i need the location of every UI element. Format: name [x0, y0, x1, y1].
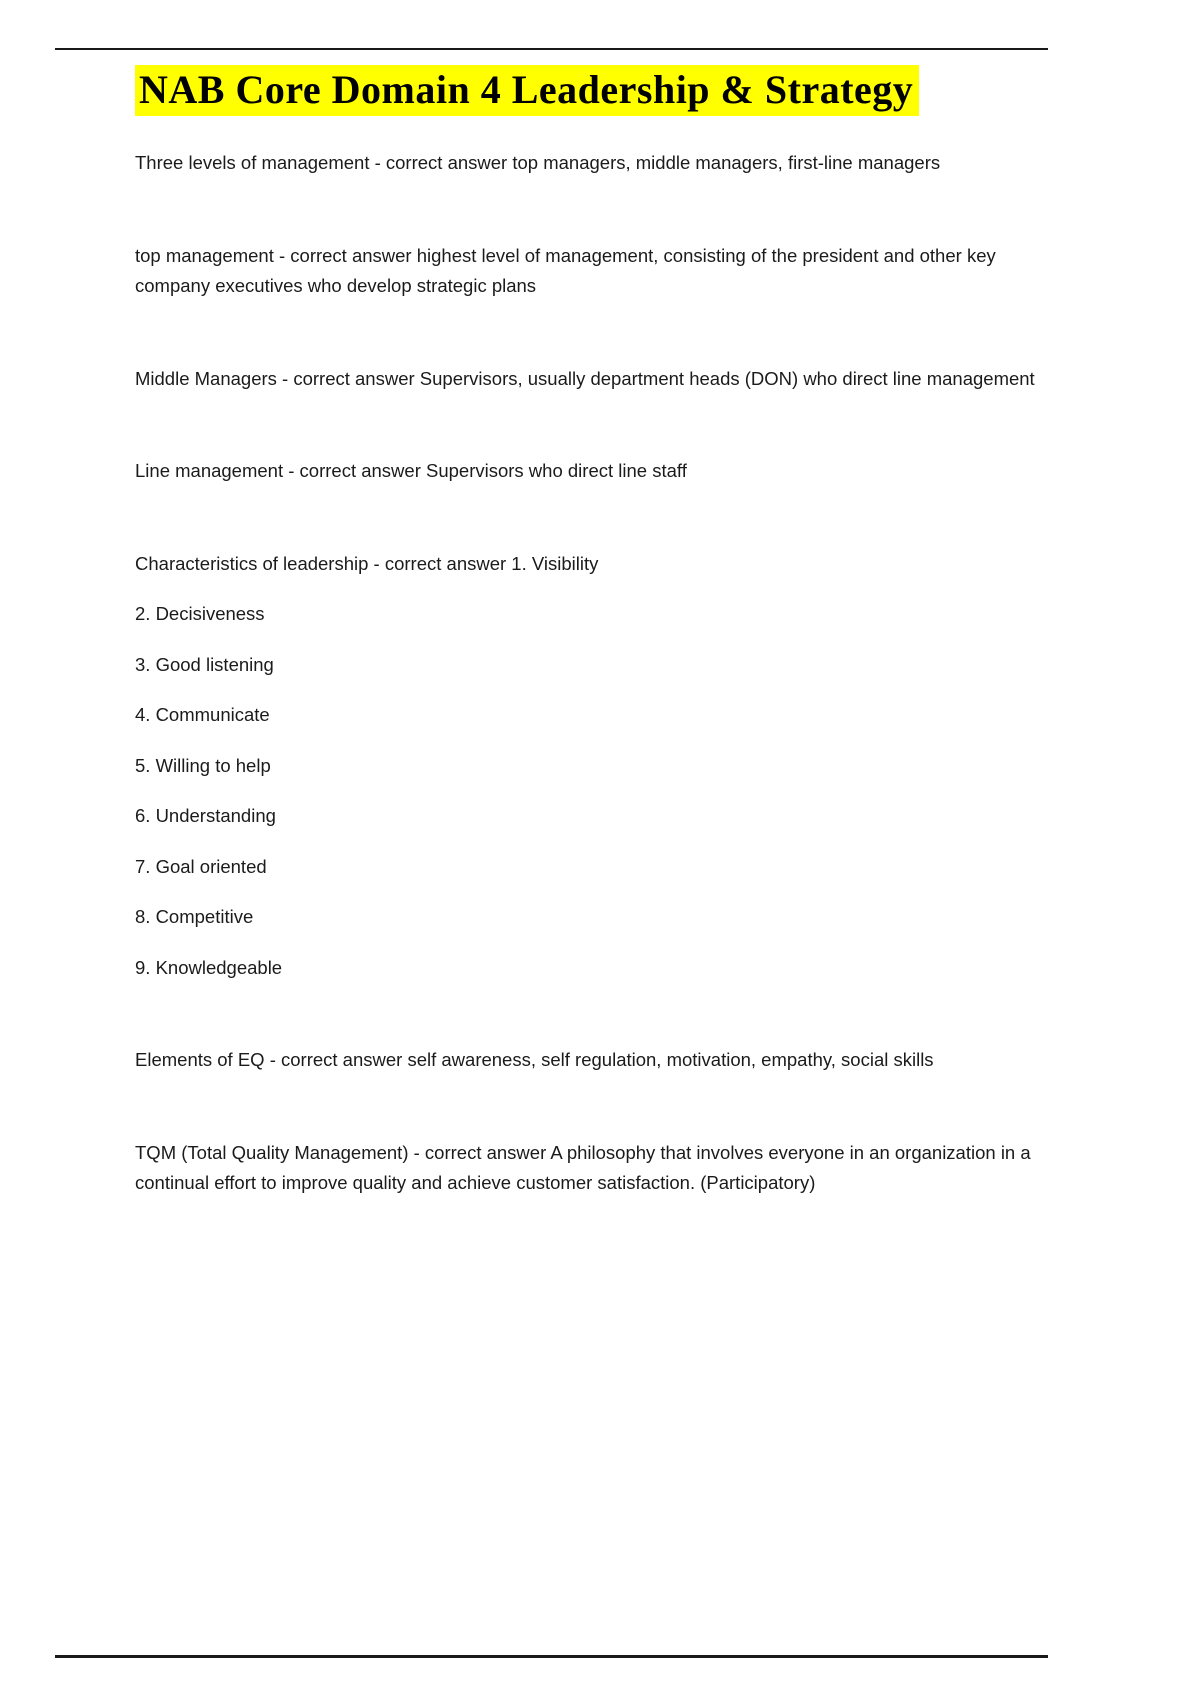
- top-horizontal-rule: [55, 48, 1048, 50]
- list-line: 3. Good listening: [135, 653, 274, 675]
- qa-paragraph: Elements of EQ - correct answer self awareness, self regulation, motivation, empathy, social skills: [135, 1049, 934, 1071]
- list-line: 5. Willing to help: [135, 754, 271, 776]
- qa-paragraph: Middle Managers - correct answer Supervisors, usually department heads (DON) who direct line management: [135, 367, 1035, 389]
- list-line: 8. Competitive: [135, 906, 254, 928]
- document-content: [135, 66, 1070, 1199]
- list-line: 2. Decisiveness: [135, 603, 265, 625]
- list-line: 6. Understanding: [135, 805, 276, 827]
- list-line: 7. Goal oriented: [135, 855, 267, 877]
- list-line: 4. Communicate: [135, 704, 270, 726]
- bottom-horizontal-rule: [55, 1655, 1048, 1658]
- qa-paragraph: top management - correct answer highest level of management, consisting of the president and other key company executives who develop strategic plans: [135, 244, 996, 297]
- qa-paragraph: TQM (Total Quality Management) - correct answer A philosophy that involves everyone in an organization in a continual effort to improve quality and achieve customer satisfaction. (Participatory): [135, 1141, 1031, 1194]
- page-title: [135, 66, 1070, 114]
- list-line: 9. Knowledgeable: [135, 956, 283, 978]
- qa-paragraph: Characteristics of leadership - correct answer 1. Visibility: [135, 552, 599, 574]
- highlighted-title-text: NAB Core Domain 4 Leadership & Strategy: [135, 65, 919, 116]
- qa-paragraph: Three levels of management - correct answer top managers, middle managers, first-line managers: [135, 152, 941, 173]
- qa-paragraph: Line management - correct answer Supervisors who direct line staff: [135, 460, 687, 482]
